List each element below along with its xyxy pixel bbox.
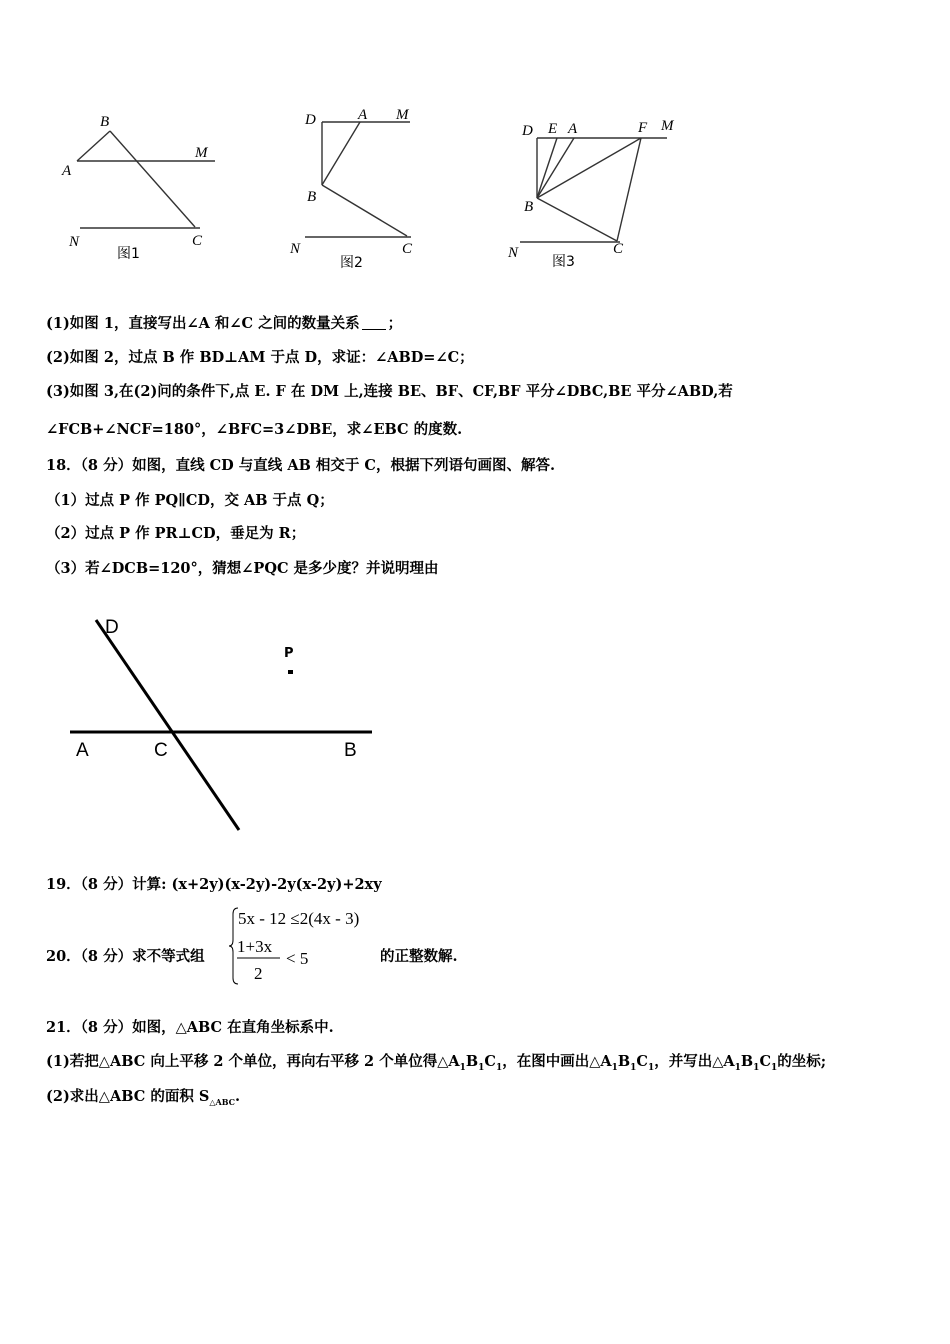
- fig2-label-n: N: [290, 241, 301, 257]
- fig1-label-b: B: [100, 114, 110, 130]
- q19: 19．（8 分）计算: (x+2y)(x-2y)-2y(x-2y)+2xy: [46, 876, 382, 893]
- fig1-label-c: C: [192, 233, 203, 249]
- fig1-line-ab: [77, 131, 110, 161]
- q21-part2-end: .: [235, 1088, 241, 1105]
- subscript: 1: [630, 1062, 637, 1073]
- fig3-label-b: B: [524, 199, 534, 215]
- fig18-label-d: D: [105, 617, 119, 638]
- fig3-label-c: C: [613, 241, 624, 257]
- q17-part2: (2)如图 2，过点 B 作 BD⊥AM 于点 D，求证：∠ABD=∠C；: [46, 349, 474, 366]
- fig2-label-b: B: [307, 189, 317, 205]
- q17-part1: [46, 312, 402, 333]
- fig1-label-m: M: [195, 145, 208, 161]
- subscript: 1: [478, 1062, 485, 1073]
- subscript: 1: [734, 1062, 741, 1073]
- fig2-label-d: D: [305, 112, 316, 128]
- fig3-line-bc: [537, 198, 617, 241]
- fig3-label-m: M: [661, 118, 674, 134]
- fig18-label-a: A: [76, 740, 89, 761]
- q21-part1-seg: ，在图中画出△A: [502, 1053, 612, 1070]
- fig1-label-n: N: [69, 234, 80, 250]
- q20-fraction-numerator: 1+3x: [237, 937, 273, 956]
- q20-inequality-1: 5x - 12 ≤2(4x - 3): [238, 909, 360, 928]
- fig2-label-c: C: [402, 241, 413, 257]
- q21-part1-seg: 的坐标;: [777, 1053, 827, 1070]
- q21-part2-text: (2)求出△ABC 的面积 S: [46, 1088, 210, 1105]
- fig2-line-ab: [322, 122, 360, 185]
- q21-part1-seg: ，并写出△A: [654, 1053, 735, 1070]
- q18-step2: （2）过点 P 作 PR⊥CD，垂足为 R；: [46, 525, 306, 542]
- q21-part1: [46, 1050, 826, 1073]
- figure-1: [55, 105, 230, 265]
- fig2-caption: 图2: [340, 255, 363, 271]
- subscript: 1: [495, 1062, 503, 1073]
- q20-fraction-relation: < 5: [286, 949, 309, 968]
- subscript: 1: [753, 1062, 760, 1073]
- q17-part3-line2: ∠FCB+∠NCF=180°，∠BFC=3∠DBE，求∠EBC 的度数.: [46, 421, 463, 438]
- fig18-label-p: P: [284, 646, 294, 661]
- q17-part1-text: (1)如图 1，直接写出∠A 和∠C 之间的数量关系: [46, 315, 360, 332]
- q20-inequality-system: [228, 904, 378, 988]
- q17-part1-end: ；: [387, 315, 403, 332]
- fig18-point-p: [288, 670, 293, 674]
- fig2-line-bc: [322, 185, 407, 236]
- fig3-caption: 图3: [552, 254, 575, 270]
- fig2-label-m: M: [396, 107, 409, 123]
- fig18-label-b: B: [344, 740, 357, 761]
- q21-part1-seg: C: [484, 1053, 496, 1070]
- q20-fraction-denominator: 2: [254, 964, 263, 983]
- q20-suffix: 的正整数解.: [380, 948, 458, 965]
- fig3-label-f: F: [638, 120, 648, 136]
- fig1-line-bc: [110, 131, 195, 227]
- subscript: 1: [647, 1062, 655, 1073]
- subscript: 1: [770, 1062, 778, 1073]
- fig3-label-n: N: [508, 245, 519, 261]
- figure-3: [500, 108, 700, 273]
- fig3-line-ab: [537, 138, 574, 198]
- fig18-label-c: C: [154, 740, 168, 761]
- fig1-caption: 图1: [117, 246, 140, 262]
- q21-part1-seg: B: [617, 1053, 631, 1070]
- q18-step1: （1）过点 P 作 PQ∥CD，交 AB 于点 Q；: [46, 492, 334, 509]
- subscript: 1: [459, 1062, 466, 1073]
- fig3-label-a: A: [568, 121, 578, 137]
- subscript: △ABC: [209, 1096, 235, 1107]
- q21-part1-seg: (1)若把△ABC 向上平移 2 个单位，再向右平移 2 个单位得△A: [46, 1053, 460, 1070]
- q21-part1-seg: B: [740, 1053, 754, 1070]
- fig3-label-e: E: [548, 121, 558, 137]
- q20-prefix: 20．（8 分）求不等式组: [46, 948, 205, 965]
- figure-2: [285, 100, 435, 275]
- fig3-line-fb: [537, 138, 641, 198]
- q18-title: 18．（8 分）如图，直线 CD 与直线 AB 相交于 C，根据下列语句画图、解答.: [46, 457, 556, 474]
- q21-part2: [46, 1085, 240, 1107]
- q21-part1-seg: C: [759, 1053, 771, 1070]
- q17-part3-line1: (3)如图 3,在(2)问的条件下,点 E. F 在 DM 上,连接 BE、BF、CF,BF 平分∠DBC,BE 平分∠ABD,若: [46, 383, 733, 400]
- fig2-label-a: A: [358, 107, 368, 123]
- fig18-line-cd: [96, 620, 239, 830]
- q21-part1-seg: B: [465, 1053, 479, 1070]
- q18-step3: （3）若∠DCB=120°，猜想∠PQC 是多少度？并说明理由: [46, 560, 439, 577]
- fig3-line-fc: [617, 138, 641, 241]
- answer-blank: [362, 329, 386, 330]
- fig3-label-d: D: [522, 123, 533, 139]
- figure-18: [60, 608, 390, 840]
- subscript: 1: [611, 1062, 618, 1073]
- q21-part1-seg: C: [636, 1053, 648, 1070]
- q21-title: 21．（8 分）如图，△ABC 在直角坐标系中.: [46, 1019, 334, 1036]
- fig1-label-a: A: [62, 163, 72, 179]
